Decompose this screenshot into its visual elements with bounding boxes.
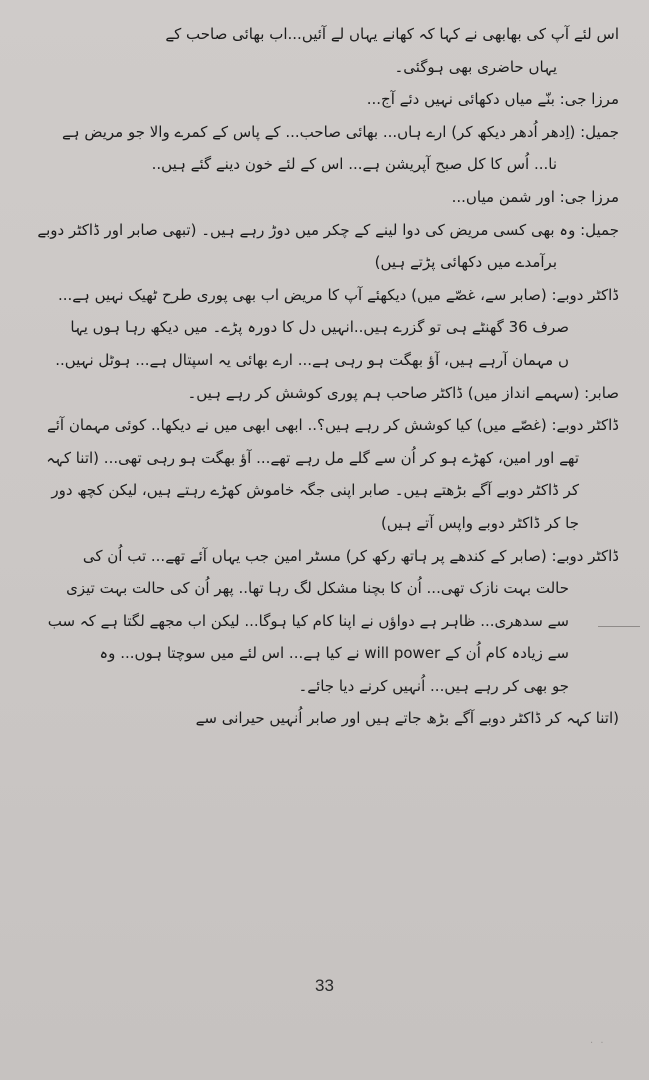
text-line: یہاں حاضری بھی ہوگئی۔ <box>394 57 557 76</box>
text-line: جمیل: (اِدھر اُدھر دیکھ کر) ارے ہاں... بھائی صاحب... کے پاس کے کمرے والا جو مریض ہے <box>61 122 619 141</box>
text-line: صرف 36 گھنٹے ہی تو گزرے ہیں..انہیں دل کا دورہ پڑے۔ میں دیکھ رہا ہوں یہا <box>70 318 569 337</box>
text-line: مرزا جی: اور شمن میاں... <box>451 187 619 206</box>
text-line: جو بھی کر رہے ہیں... اُنہیں کرنے دیا جائے۔ <box>298 676 569 695</box>
text-line: صابر: (سہمے انداز میں) ڈاکٹر صاحب ہم پوری کوشش کر رہے ہیں۔ <box>187 383 619 402</box>
text-line: سے سدھری... ظاہر ہے دواؤں نے اپنا کام کیا ہوگا... لیکن اب مجھے لگتا ہے کہ سب <box>47 611 569 630</box>
text-line: مرزا جی: بنّے میاں دکھائی نہیں دئے آج... <box>366 90 619 109</box>
text-line: برآمدے میں دکھائی پڑتے ہیں) <box>374 253 557 272</box>
text-line: نا... اُس کا کل صبح آپریشن ہے... اس کے لئے خون دینے گئے ہیں.. <box>151 155 557 174</box>
urdu-text-body <box>20 18 619 735</box>
text-line: تھے اور امین، کھڑے ہو کر اُن سے گلے مل رہے تھے... آؤ بھگت ہو رہی تھی... (اتنا کہہ <box>46 448 579 467</box>
page-speck-marks: · · <box>590 1038 606 1049</box>
text-line: کر ڈاکٹر دوبے آگے بڑھتے ہیں۔ صابر اپنی جگہ خاموش کھڑے رہتے ہیں، لیکن کچھ دور <box>51 481 579 500</box>
text-line: سے زیادہ کام اُن کے will power نے کیا ہے... اس لئے میں سوچتا ہوں... وہ <box>99 644 569 663</box>
text-line: ڈاکٹر دوبے: (صابر کے کندھے پر ہاتھ رکھ کر) مسٹر امین جب یہاں آئے تھے... تب اُن کی <box>82 546 619 565</box>
text-line: ڈاکٹر دوبے: (صابر سے، غصّے میں) دیکھئے آپ کا مریض اب بھی پوری طرح ٹھیک نہیں ہے... <box>57 285 619 304</box>
page-number: 33 <box>315 976 334 995</box>
text-line: ڈاکٹر دوبے: (غصّے میں) کیا کوشش کر رہے ہیں؟.. ابھی ابھی میں نے دیکھا.. کوئی مہمان آئے <box>46 416 619 435</box>
text-line: حالت بہت نازک تھی... اُن کا بچنا مشکل لگ رہا تھا.. پھر اُن کی حالت بہت تیزی <box>66 579 569 598</box>
text-line: (اتنا کہہ کر ڈاکٹر دوبے آگے بڑھ جاتے ہیں اور صابر اُنہیں حیرانی سے <box>195 709 619 728</box>
margin-pencil-mark <box>598 626 640 627</box>
text-line: جا کر ڈاکٹر دوبے واپس آتے ہیں) <box>381 513 579 532</box>
text-line: اس لئے آپ کی بھابھی نے کہا کہ کھانے یہاں لے آئیں...اب بھائی صاحب کے <box>165 25 619 43</box>
text-line: ں مہمان آرہے ہیں، آؤ بھگت ہو رہی ہے... ارے بھائی یہ اسپتال ہے... ہوٹل نہیں.. <box>55 350 569 369</box>
text-line: جمیل: وہ بھی کسی مریض کی دوا لینے کے چکر میں دوڑ رہے ہیں۔ (تبھی صابر اور ڈاکٹر دوبے <box>37 220 619 239</box>
